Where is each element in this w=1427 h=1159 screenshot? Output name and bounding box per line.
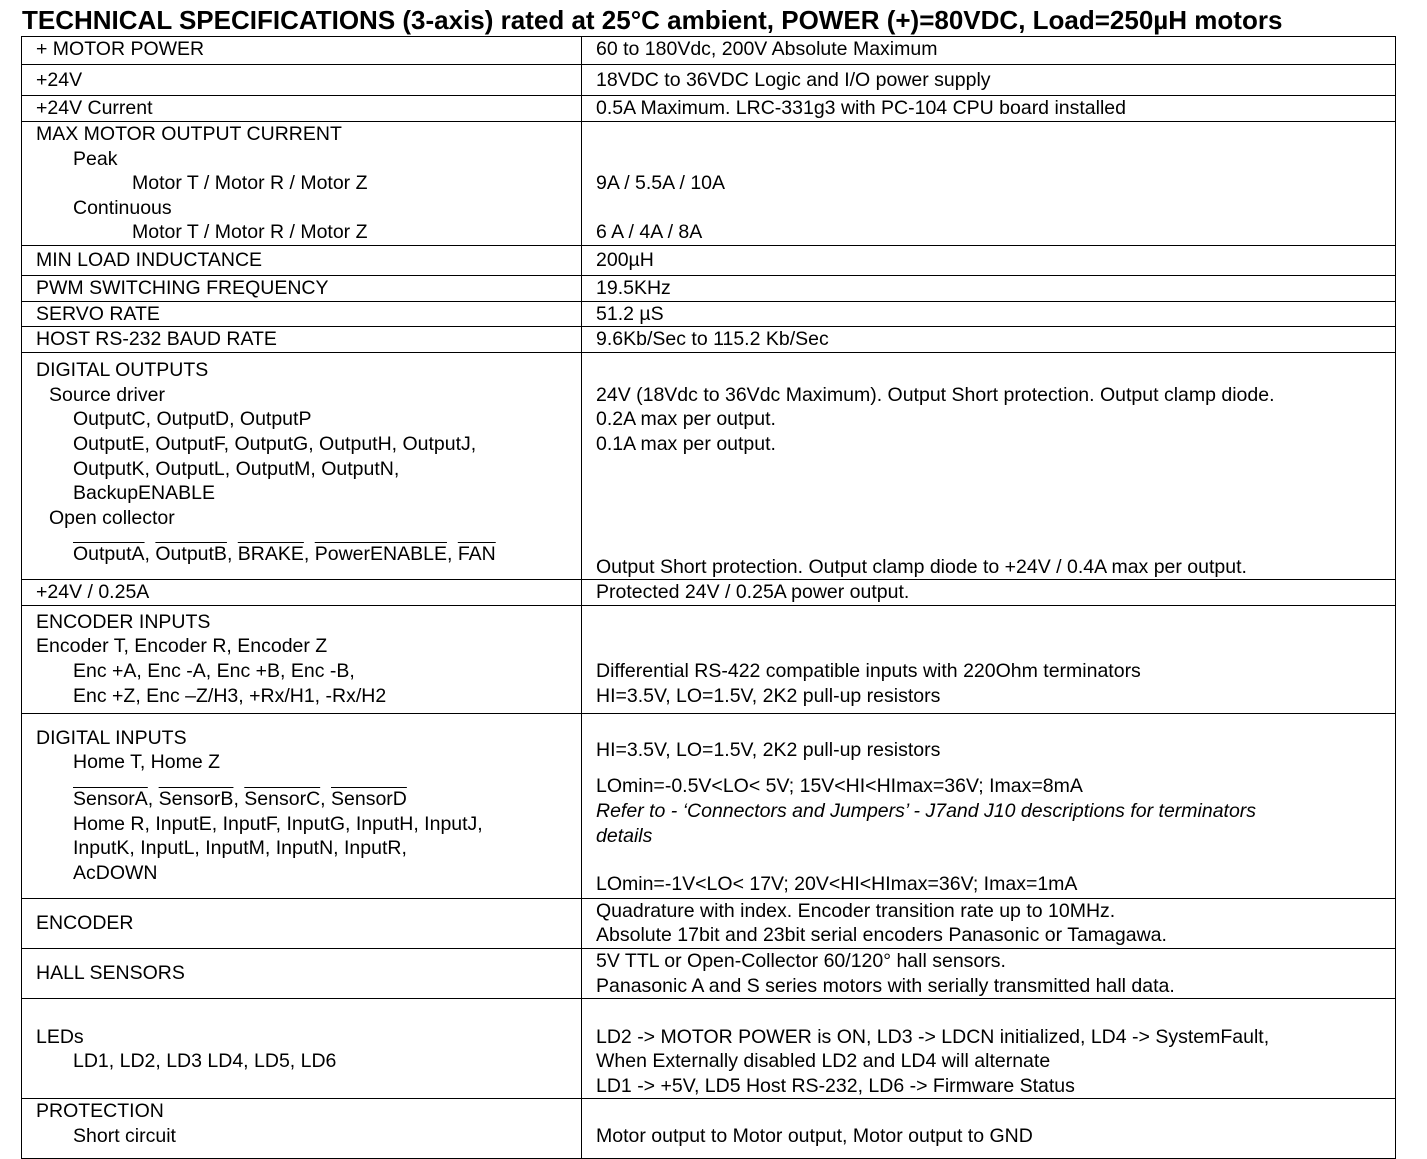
- spec-value: 19.5KHz: [582, 275, 1396, 301]
- table-row: [22, 605, 1396, 713]
- spec-value: LD2 -> MOTOR POWER is ON, LD3 -> LDCN initialized, LD4 -> SystemFault, When Externally disabled LD2 and LD4 will alternate LD1 -> +5V, LD5 Host RS-232, LD6 -> Firmware Status: [582, 999, 1396, 1099]
- spec-label: DIGITAL OUTPUTS Source driver OutputC, OutputD, OutputP OutputE, OutputF, OutputG, OutputH, OutputJ, OutputK, OutputL, OutputM, OutputN, BackupENABLE Open collector OutputA, OutputB, BRAKE, PowerENABLE, $\overline{FAN}$: [22, 353, 582, 580]
- spec-value: HI=3.5V, LO=1.5V, 2K2 pull-up resistors LOmin=-0.5V<LO< 5V; 15V<HI<HImax=36V; Imax=8mA Refer to - ‘Connectors and Jumpers’ - J7and J10 descriptions for terminators details LOmin=-1V<LO< 17V; 20V<HI<HImax=36V; Imax=1mA: [582, 713, 1396, 898]
- table-row: [22, 1099, 1396, 1159]
- spec-value: 18VDC to 36VDC Logic and I/O power supply: [582, 65, 1396, 96]
- spec-label: PROTECTION Short circuit: [22, 1099, 582, 1159]
- spec-value: 60 to 180Vdc, 200V Absolute Maximum: [582, 37, 1396, 65]
- spec-label: SERVO RATE: [22, 301, 582, 327]
- spec-label: PWM SWITCHING FREQUENCY: [22, 275, 582, 301]
- spec-label: ENCODER: [22, 898, 582, 948]
- table-row: [22, 275, 1396, 301]
- spec-value: 24V (18Vdc to 36Vdc Maximum). Output Short protection. Output clamp diode. 0.2A max per output. 0.1A max per output. Output Short protection. Output clamp diode to +24V / 0.4A max per output.: [582, 353, 1396, 580]
- spec-value: Differential RS-422 compatible inputs with 220Ohm terminators HI=3.5V, LO=1.5V, 2K2 pull-up resistors: [582, 605, 1396, 713]
- table-row: [22, 580, 1396, 606]
- spec-label: +24V / 0.25A: [22, 580, 582, 606]
- spec-table: [21, 36, 1396, 1159]
- table-row: [22, 353, 1396, 580]
- spec-value: 200µH: [582, 245, 1396, 275]
- spec-value: 51.2 µS: [582, 301, 1396, 327]
- spec-value: Protected 24V / 0.25A power output.: [582, 580, 1396, 606]
- table-row: [22, 96, 1396, 122]
- spec-value: Motor output to Motor output, Motor output to GND: [582, 1099, 1396, 1159]
- spec-label: +24V: [22, 65, 582, 96]
- spec-value: 0.5A Maximum. LRC-331g3 with PC-104 CPU board installed: [582, 96, 1396, 122]
- spec-label: ENCODER INPUTS Encoder T, Encoder R, Encoder Z Enc +A, Enc -A, Enc +B, Enc -B, Enc +Z, Enc –Z/H3, +Rx/H1, -Rx/H2: [22, 605, 582, 713]
- spec-label: DIGITAL INPUTS Home T, Home Z SensorA, SensorB, SensorC, SensorD Home R, InputE, InputF, InputG, InputH, InputJ, InputK, InputL, InputM, InputN, InputR, AcDOWN: [22, 713, 582, 898]
- table-row: [22, 713, 1396, 898]
- table-row: [22, 122, 1396, 246]
- spec-value: 5V TTL or Open-Collector 60/120° hall sensors. Panasonic A and S series motors with serially transmitted hall data.: [582, 948, 1396, 998]
- spec-value: 9.6Kb/Sec to 115.2 Kb/Sec: [582, 327, 1396, 353]
- spec-label: HALL SENSORS: [22, 948, 582, 998]
- table-row: [22, 327, 1396, 353]
- spec-label: +24V Current: [22, 96, 582, 122]
- table-row: [22, 948, 1396, 998]
- spec-value: Quadrature with index. Encoder transition rate up to 10MHz. Absolute 17bit and 23bit serial encoders Panasonic or Tamagawa.: [582, 898, 1396, 948]
- table-row: [22, 301, 1396, 327]
- spec-label: MIN LOAD INDUCTANCE: [22, 245, 582, 275]
- table-row: [22, 37, 1396, 65]
- table-row: [22, 898, 1396, 948]
- spec-label: MAX MOTOR OUTPUT CURRENT Peak Motor T / Motor R / Motor Z Continuous Motor T / Motor R / Motor Z: [22, 122, 582, 246]
- table-row: [22, 65, 1396, 96]
- table-row: [22, 245, 1396, 275]
- page-title: TECHNICAL SPECIFICATIONS (3-axis) rated at 25°C ambient, POWER (+)=80VDC, Load=250µH motors: [22, 5, 1283, 35]
- spec-label: + MOTOR POWER: [22, 37, 582, 65]
- spec-label: LEDs LD1, LD2, LD3 LD4, LD5, LD6: [22, 999, 582, 1099]
- table-row: [22, 999, 1396, 1099]
- spec-label: HOST RS-232 BAUD RATE: [22, 327, 582, 353]
- spec-value: 9A / 5.5A / 10A 6 A / 4A / 8A: [582, 122, 1396, 246]
